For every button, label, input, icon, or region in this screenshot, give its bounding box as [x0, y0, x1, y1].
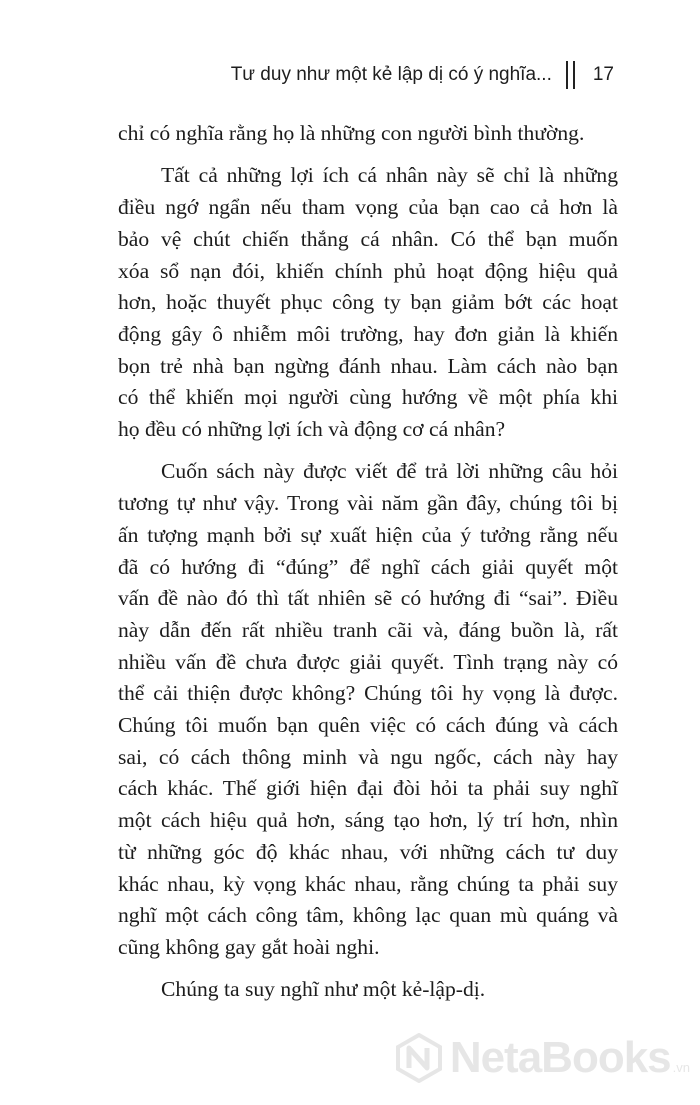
text-line: điều ngớ ngẩn nếu tham vọng của bạn cao cả hơn là	[118, 195, 618, 220]
text-line: Cuốn sách này được viết để trả lời những câu hỏi	[161, 459, 618, 484]
text-line: xóa sổ nạn đói, khiến chính phủ hoạt động hiệu quả	[118, 258, 618, 283]
text-line: tương tự như vậy. Trong vài năm gần đây, chúng tôi bị	[118, 491, 618, 516]
text-line: hơn, hoặc thuyết phục công ty bạn giảm bớt các hoạt	[118, 290, 618, 315]
text-line: khác nhau, kỳ vọng khác nhau, rằng chúng ta phải suy	[118, 871, 618, 896]
running-title: Tư duy như một kẻ lập dị có ý nghĩa...	[230, 64, 552, 85]
watermark-suffix: .vn	[672, 1060, 690, 1075]
text-line: có thể khiến mọi người cùng hướng về một phía khi	[118, 385, 618, 410]
text-line: họ đều có những lợi ích và động cơ cá nhân?	[118, 417, 506, 442]
paragraph-4	[118, 974, 618, 1006]
text-line: đã có hướng đi “đúng” để nghĩ cách giải quyết một	[118, 554, 618, 579]
text-line: vấn đề nào đó thì tất nhiên sẽ có hướng đi “sai”. Điều	[118, 586, 618, 611]
paragraph-3	[118, 456, 618, 963]
text-line: động gây ô nhiễm môi trường, hay đơn giản là khiến	[118, 321, 618, 346]
text-line: bọn trẻ nhà bạn ngừng đánh nhau. Làm cách nào bạn	[118, 353, 618, 378]
text-line: này dẫn đến rất nhiều tranh cãi và, đáng buồn là, rất	[118, 617, 618, 642]
text-line: nhiều vấn đề chưa được giải quyết. Tình trạng này có	[118, 649, 618, 674]
text-line: Tất cả những lợi ích cá nhân này sẽ chỉ là những	[161, 163, 618, 188]
running-header	[0, 58, 614, 92]
text-line: Chúng tôi muốn bạn quên việc có cách đúng và cách	[118, 713, 618, 738]
text-line: chỉ có nghĩa rằng họ là những con người bình thường.	[118, 121, 585, 145]
page-number: 17	[592, 64, 614, 85]
text-line: một cách hiệu quả hơn, sáng tạo hơn, lý trí hơn, nhìn	[118, 808, 618, 833]
text-line: bảo vệ chút chiến thắng cá nhân. Có thể bạn muốn	[118, 226, 618, 251]
text-line: sai, có cách thông minh và ngu ngốc, cách này hay	[118, 744, 618, 769]
text-line: nghĩ một cách công tâm, không lạc quan mù quáng và	[118, 903, 618, 928]
text-line: thể cải thiện được không? Chúng tôi hy vọng là được.	[118, 681, 618, 706]
text-line: cách khác. Thế giới hiện đại đòi hỏi ta phải suy nghĩ	[118, 776, 618, 801]
text-line: ấn tượng mạnh bởi sự xuất hiện của ý tưởng rằng nếu	[118, 522, 618, 547]
text-line: Chúng ta suy nghĩ như một kẻ-lập-dị.	[161, 977, 486, 1002]
netabooks-watermark	[394, 1033, 690, 1083]
paragraph-2	[118, 160, 618, 445]
text-line: từ những góc độ khác nhau, với những cách tư duy	[118, 839, 618, 864]
text-line: cũng không gay gắt hoài nghi.	[118, 934, 380, 959]
netabooks-logo-icon	[394, 1033, 444, 1083]
watermark-brand: NetaBooks	[449, 1033, 671, 1082]
paragraph-1	[118, 118, 618, 150]
header-separator	[566, 61, 575, 89]
body-text	[118, 118, 618, 1017]
